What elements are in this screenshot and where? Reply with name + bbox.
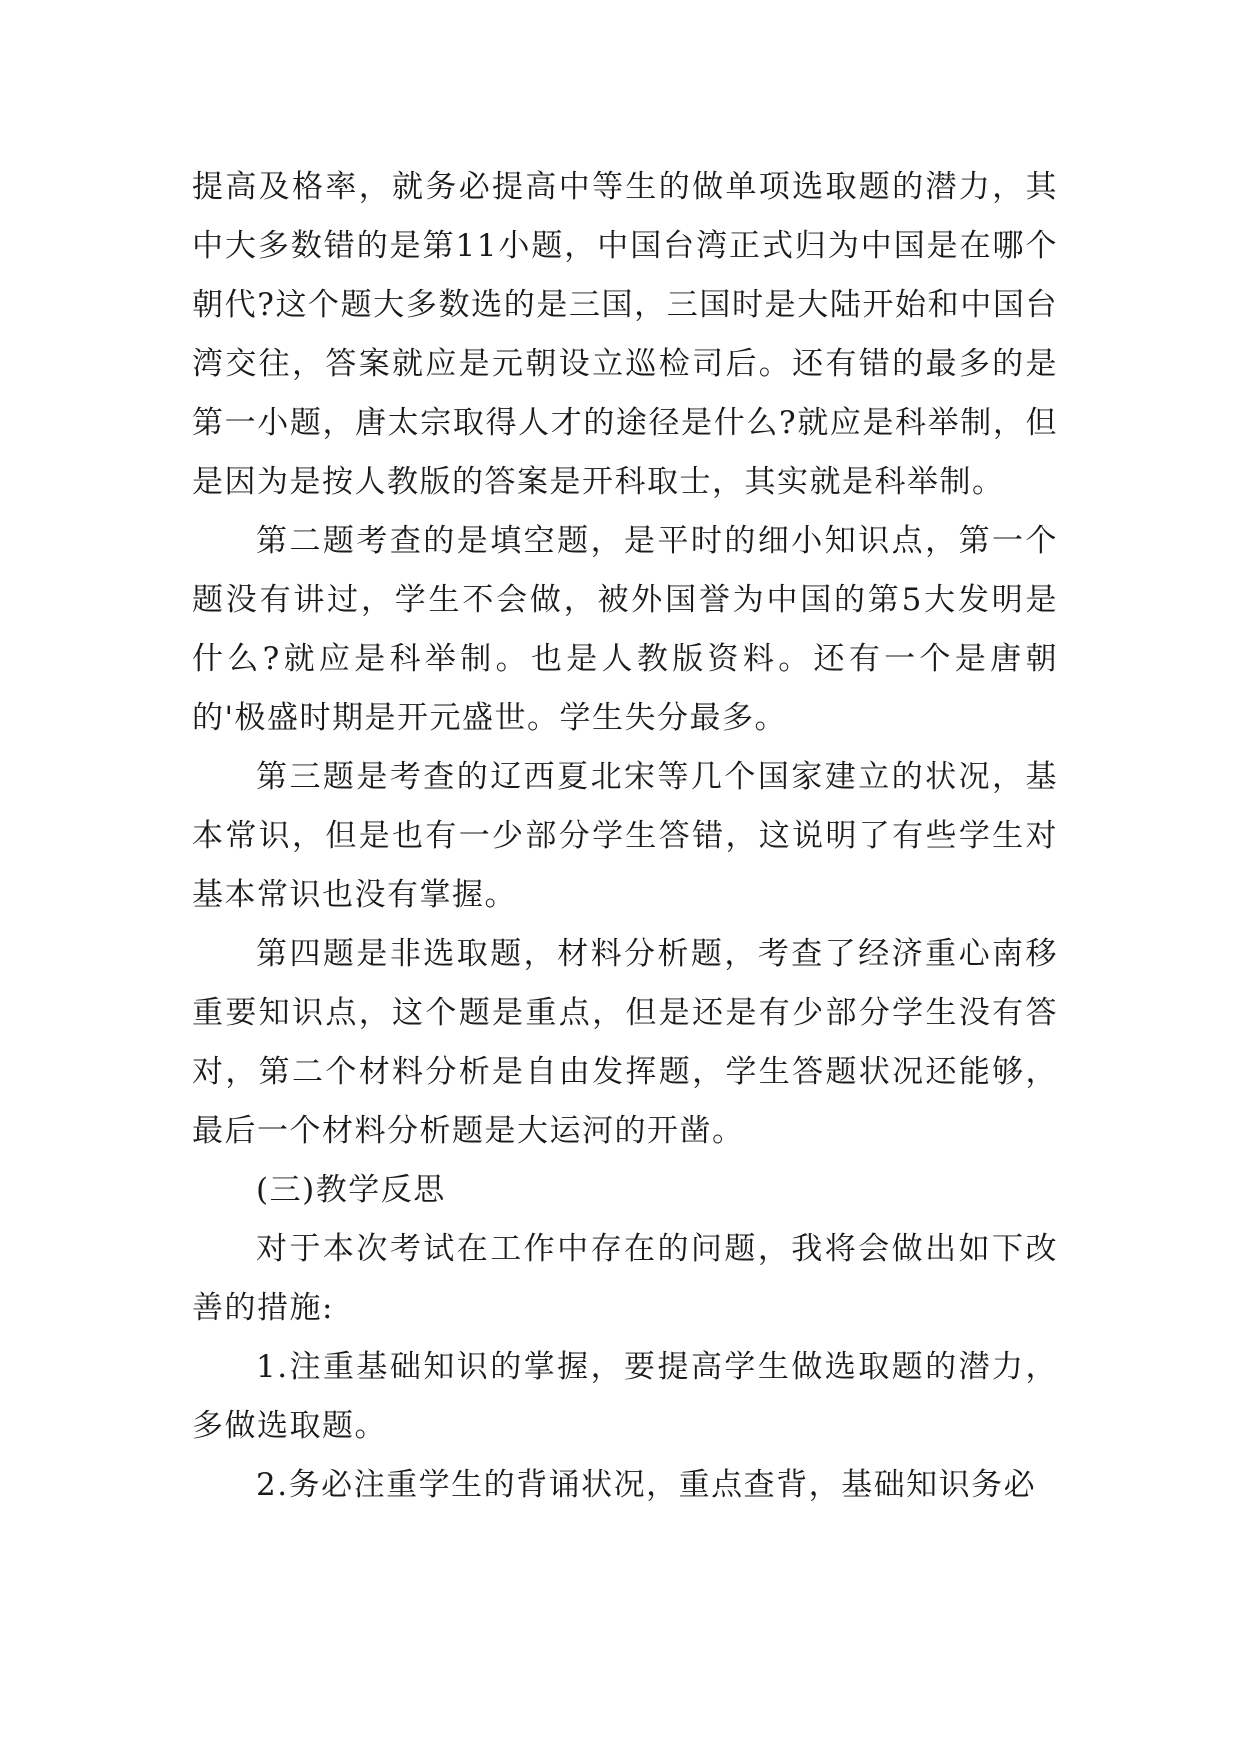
paragraph-question-four: 第四题是非选取题，材料分析题，考查了经济重心南移重要知识点，这个题是重点，但是还是有少部分学生没有答对，第二个材料分析是自由发挥题，学生答题状况还能够，最后一个材料分析题是大运河的开凿。	[192, 936, 1058, 1149]
section-heading-teaching-reflection: (三)教学反思	[256, 1172, 446, 1208]
list-item-2: 2.务必注重学生的背诵状况，重点查背，基础知识务必	[256, 1467, 1037, 1503]
paragraph-continuation: 提高及格率，就务必提高中等生的做单项选取题的潜力，其中大多数错的是第11小题，中国台湾正式归为中国是在哪个朝代?这个题大多数选的是三国，三国时是大陆开始和中国台湾交往，答案就应是元朝设立巡检司后。还有错的最多的是第一小题，唐太宗取得人才的途径是什么?就应是科举制，但是因为是按人教版的答案是开科取士，其实就是科举制。	[192, 169, 1058, 500]
body-text	[192, 158, 1058, 1515]
paragraph-question-two: 第二题考查的是填空题，是平时的细小知识点，第一个题没有讲过，学生不会做，被外国誉为中国的第5大发明是什么?就应是科举制。也是人教版资料。还有一个是唐朝的'极盛时期是开元盛世。学生失分最多。	[192, 523, 1058, 736]
paragraph-improvement-intro: 对于本次考试在工作中存在的问题，我将会做出如下改善的措施:	[192, 1231, 1058, 1326]
list-item-1: 1.注重基础知识的掌握，要提高学生做选取题的潜力，多做选取题。	[192, 1349, 1058, 1444]
paragraph-question-three: 第三题是考查的辽西夏北宋等几个国家建立的状况，基本常识，但是也有一少部分学生答错，这说明了有些学生对基本常识也没有掌握。	[192, 759, 1058, 913]
